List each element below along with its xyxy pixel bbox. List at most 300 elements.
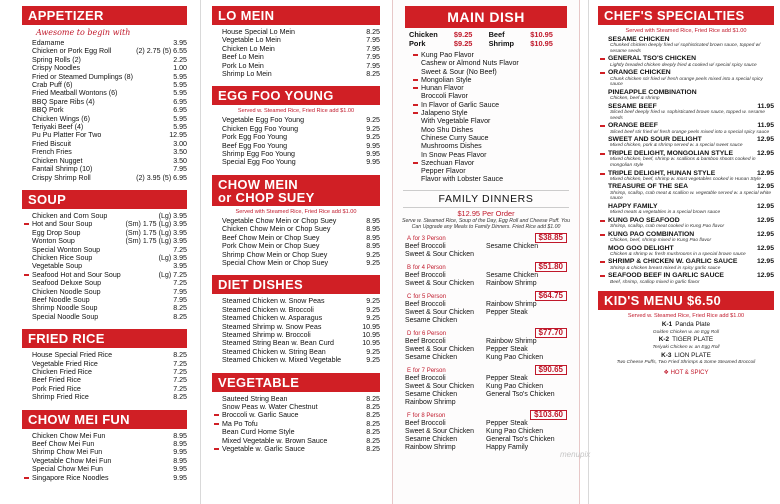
item-name: Pork Fried Rice [32, 384, 81, 393]
kid-item-code: K-2 [658, 336, 670, 344]
main-dish-item: Broccoli Flavor [421, 92, 468, 101]
chef-item-desc: Sliced beef deeply fried w. sophisticated brown sauce, topped w. sesame seeds [610, 110, 765, 121]
item-price: 9.95 [173, 473, 187, 482]
item-name: Beef Lo Mein [222, 53, 264, 62]
item-price: 6.95 [173, 106, 187, 115]
menu-item [22, 98, 187, 106]
family-set-price: $51.80 [535, 262, 567, 272]
chef-item-price: 12.95 [756, 258, 774, 266]
item-name: Chicken Chow Mein or Chop Suey [222, 225, 331, 234]
menu-item [212, 142, 380, 150]
item-name: Steamed Shrimp w. Broccoli [222, 330, 311, 339]
price-label: Pork [409, 39, 426, 48]
item-name: Beef Chow Mein or Chop Suey [222, 233, 320, 242]
item-name: Hot and Sour Soup [32, 220, 93, 229]
chow-mein-title-line2: or CHOP SUEY [218, 189, 315, 205]
menu-item [22, 115, 187, 123]
diet-dishes-header: DIET DISHES [212, 275, 380, 294]
watermark: menupix [560, 450, 591, 459]
main-dish-item: In Snow Peas Flavor [421, 150, 487, 159]
item-price: 8.95 [366, 233, 380, 242]
chef-item [598, 69, 774, 76]
chefs-specialties-header: CHEF'S SPECIALTIES [598, 6, 774, 25]
main-dish-item: Jalapeno Style [393, 109, 579, 117]
family-set-letter: F [407, 412, 411, 419]
item-price: 9.25 [366, 314, 380, 323]
menu-item [22, 73, 187, 81]
family-set-price: $77.70 [535, 328, 567, 338]
family-set-item: Rainbow Shrimp [486, 300, 537, 308]
lo-mein-header: LO MEIN [212, 6, 380, 25]
menu-item [212, 356, 380, 364]
menu-item [22, 106, 187, 114]
item-name: Steamed Chicken w. Broccoli [222, 305, 314, 314]
item-name: Pork Lo Mein [222, 61, 264, 70]
kid-item-name: LION PLATE [674, 351, 711, 359]
family-set-letter: D [407, 330, 412, 337]
kids-menu-note: Served w. Steamed Rice, Fried Rice add $1.00 [627, 313, 745, 320]
main-dish-item: With Vegetable Flavor [421, 117, 491, 126]
pepper-icon [600, 58, 605, 60]
chef-item-price: 12.95 [756, 150, 774, 158]
family-set-price: $103.60 [530, 410, 567, 420]
chef-item-name: TREASURE OF THE SEA [608, 183, 689, 191]
family-set-item: Rainbow Shrimp [486, 337, 537, 345]
menu-item [22, 64, 187, 72]
menu-item [22, 385, 187, 393]
chef-item-name: KUNG PAO COMBINATION [608, 230, 695, 238]
menu-item [22, 89, 187, 97]
item-name: BBQ Spare Ribs (4) [32, 97, 95, 106]
menu-item [22, 220, 187, 228]
item-price: 9.95 [366, 158, 380, 167]
chef-item [598, 55, 774, 62]
main-dish-item: Pepper Flavor [421, 167, 466, 176]
main-dish-item: Hunan Flavor [393, 84, 579, 92]
appetizer-header: APPETIZER [22, 6, 187, 25]
chef-item-name: HAPPY FAMILY [608, 202, 658, 210]
chef-item-name: SWEET AND SOUR DELIGHT [608, 136, 702, 144]
item-price: 7.95 [366, 36, 380, 45]
chow-mei-fun-header: CHOW MEI FUN [22, 410, 187, 429]
family-set-title [405, 410, 445, 420]
item-price: 2.25 [173, 55, 187, 64]
item-price: 9.25 [366, 347, 380, 356]
family-set-people: for 8 Person [412, 412, 446, 419]
chow-mein-note: Served with Steamed Rice, Fried Rice add $1.00 [235, 208, 357, 215]
chef-item-price: 12.95 [756, 202, 774, 210]
chef-item-price: 12.95 [756, 230, 774, 238]
column-1 [22, 0, 187, 504]
menu-item [212, 428, 380, 436]
item-price: 5.95 [173, 72, 187, 81]
family-set-price: $64.75 [535, 291, 567, 301]
chef-item-price: 12.95 [756, 216, 774, 224]
chef-item-desc: Chicken & shrimp w. fresh mushrooms in a special brown sauce [610, 251, 746, 257]
item-price: 9.25 [366, 258, 380, 267]
family-set-item: Sesame Chicken [486, 242, 539, 250]
menu-item [212, 125, 380, 133]
chef-item-desc: Mixed meats & vegetables in a special brown sauce [610, 210, 721, 216]
family-set-item: Sweet & Sour Chicken [405, 250, 474, 258]
hot-spicy-label: HOT & SPICY [670, 369, 709, 376]
menu-item [22, 174, 187, 182]
chef-item-name: ORANGE CHICKEN [608, 69, 671, 77]
family-set-letter: B [407, 264, 412, 271]
item-name: Fried Biscuit [32, 139, 72, 148]
main-dish-item: Cashew or Almond Nuts Flavor [421, 59, 519, 68]
family-set-item: Sesame Chicken [405, 390, 458, 398]
chef-item-price: 12.95 [756, 244, 774, 252]
item-name: Steamed Chicken w. Asparagus [222, 314, 323, 323]
item-name: Steamed Chicken w. Snow Peas [222, 297, 325, 306]
item-price: 8.25 [366, 436, 380, 445]
item-name: Shrimp Chow Mei Fun [32, 448, 103, 457]
item-price: 3.95 [173, 39, 187, 47]
item-name: Shrimp Chow Mein or Chop Suey [222, 250, 328, 259]
chef-item-price: 11.95 [757, 102, 774, 110]
menu-item [212, 217, 380, 225]
menu-item [22, 81, 187, 89]
family-set-letter: E [407, 367, 412, 374]
chow-mein-header [212, 175, 380, 206]
item-name: Steamed String Bean w. Bean Curd [222, 339, 334, 348]
item-price: 9.25 [366, 356, 380, 365]
main-dish-item: Sweet & Sour (No Beef) [421, 67, 497, 76]
item-price: 8.25 [173, 351, 187, 360]
price-label: Beef [488, 30, 505, 39]
family-set-item: Beef Broccoli [405, 419, 446, 427]
menu-item [22, 212, 187, 220]
item-price: 6.95 [173, 97, 187, 106]
chef-item [598, 136, 774, 143]
item-name: Steamed Chicken w. String Bean [222, 347, 326, 356]
chef-item-desc: Shrimp, scallop, crab meat cooked in Kung Pao flavor [610, 224, 725, 230]
menu-item [22, 465, 187, 473]
item-name: Vegetable Soup [32, 262, 83, 271]
pepper-icon [600, 153, 605, 155]
menu-item [22, 56, 187, 64]
family-set-title [405, 328, 446, 338]
chef-item-desc: Beef, shrimp, scallop mixed in garlic flavor [610, 279, 700, 285]
item-price: 1.00 [173, 64, 187, 73]
item-name: Vegetable w. Garlic Sauce [222, 445, 305, 453]
menu-item [22, 288, 187, 296]
item-price: 7.95 [366, 61, 380, 70]
family-set-item: Sweet & Sour Chicken [405, 279, 474, 287]
item-price: 8.25 [173, 393, 187, 402]
item-name: Vegetable Lo Mein [222, 36, 281, 45]
menu-item [212, 70, 380, 78]
price-value: $10.95 [530, 30, 553, 39]
menu-item [212, 445, 380, 453]
price-label: Chicken [409, 30, 438, 39]
main-dish-item: Kung Pao Flavor [393, 51, 579, 59]
family-set-item: Beef Broccoli [405, 271, 446, 279]
egg-foo-young-list [212, 116, 380, 166]
menu-item [212, 403, 380, 411]
family-set-people: for 6 Person [413, 330, 447, 337]
item-price: 8.25 [366, 394, 380, 403]
menu-item [212, 348, 380, 356]
family-set-item [486, 399, 567, 407]
item-name: Chicken Noodle Soup [32, 287, 101, 296]
main-dish-item: Mongolian Style [393, 76, 579, 84]
pepper-icon [600, 275, 605, 277]
item-name: Shrimp Egg Foo Young [222, 150, 295, 159]
kid-item-code: K-1 [661, 321, 673, 329]
menu-item [22, 279, 187, 287]
item-price: 7.25 [173, 279, 187, 288]
kid-item [598, 321, 774, 329]
item-price: (Lg) 3.95 [158, 211, 187, 220]
chef-item [598, 36, 774, 43]
item-price: (Sm) 1.75 (Lg) 3.95 [125, 237, 187, 246]
item-name: Special Noodle Soup [32, 312, 99, 321]
menu-item [212, 28, 380, 36]
item-price: 8.95 [173, 440, 187, 449]
item-price: 5.95 [173, 123, 187, 132]
menu-item [22, 313, 187, 321]
menu-item [212, 53, 380, 61]
item-price: 10.95 [362, 322, 380, 331]
chef-item-name: SESAME CHICKEN [608, 36, 670, 43]
family-set-items [393, 243, 579, 259]
family-set-item: Sweet & Sour Chicken [405, 382, 474, 390]
item-price: 9.95 [173, 448, 187, 457]
item-name: Chicken Wings (6) [32, 114, 90, 123]
menu-item [22, 304, 187, 312]
family-set-item: Pepper Steak [486, 374, 528, 382]
item-price: 7.95 [173, 287, 187, 296]
item-price: 8.25 [366, 428, 380, 437]
item-name: Special Chow Mein or Chop Suey [222, 258, 329, 267]
family-set-title [405, 291, 446, 301]
family-set-item: General Tso's Chicken [486, 435, 555, 443]
chef-item-desc: Chunk chicken stir fried w/ fresh orange peels mixed into a special spicy sauce [610, 76, 763, 88]
family-set-item: Sweet & Sour Chicken [405, 427, 474, 435]
main-dish-prices [393, 30, 579, 48]
item-price: 8.25 [366, 445, 380, 453]
chef-item-name: MOO GOO DELIGHT [608, 244, 674, 252]
menu-item [212, 323, 380, 331]
menu-item [22, 157, 187, 165]
item-name: Chicken Egg Foo Young [222, 124, 299, 133]
menu-item [212, 251, 380, 259]
item-name: Chicken Chow Mei Fun [32, 431, 106, 440]
item-name: Chicken Nugget [32, 156, 83, 165]
family-set-items [393, 375, 579, 407]
family-set-letter: C [407, 293, 412, 300]
main-dish-item: Mushrooms Dishes [421, 142, 482, 151]
item-price: 5.95 [173, 81, 187, 90]
chef-item-name: TRIPLE DELIGHT, MONGOLIAN STYLE [608, 150, 733, 158]
chef-item-price: 12.95 [756, 272, 774, 280]
item-price: 7.95 [366, 53, 380, 62]
column-divider [200, 0, 201, 504]
chef-item-desc: Mixed chicken, beef, shrimp w. most vegetables cooked in Hunan Style [610, 176, 761, 182]
family-set-item: Beef Broccoli [405, 337, 446, 345]
chef-item-desc: Lightly breaded chicken deeply fried & cooked w/ special spicy sauce [610, 62, 757, 68]
menu-item [212, 314, 380, 322]
hot-spicy-legend [598, 369, 774, 376]
item-name: French Fries [32, 148, 72, 157]
item-price: 3.95 [173, 262, 187, 271]
menu-item [22, 376, 187, 384]
chef-item [598, 170, 774, 177]
family-set-item [486, 317, 567, 325]
item-price: 5.95 [173, 89, 187, 98]
item-name: Vegetable Chow Mei Fun [32, 456, 112, 465]
pepper-icon [600, 261, 605, 263]
kid-item-desc: Two Cheese Puffs, Two Fried Shrimps & Some Steamed Broccoli [616, 360, 756, 366]
chef-item [598, 258, 774, 265]
menu-item [212, 331, 380, 339]
family-dinners-note: Serve w. Steamed Rice, Soup of the Day, Egg Roll and Cheese Puff. You Can Upgrade any Meals to Family Dinners. Fried Rice add $1.00 [402, 217, 570, 230]
item-price: 7.95 [173, 295, 187, 304]
item-price: 7.95 [366, 44, 380, 53]
item-price: 9.25 [366, 250, 380, 259]
menu-item [22, 123, 187, 131]
family-set-item: Rainbow Shrimp [405, 443, 456, 451]
menu-item [22, 296, 187, 304]
menu-item [22, 254, 187, 262]
family-set-item: General Tso's Chicken [486, 390, 555, 398]
item-name: Ma Po Tofu [222, 419, 258, 428]
menu-item [22, 457, 187, 465]
item-name: Wonton Soup [32, 237, 75, 246]
pepper-icon: ❖ [663, 369, 669, 376]
fried-rice-header: FRIED RICE [22, 329, 187, 348]
chef-item-name: TRIPLE DELIGHT, HUNAN STYLE [608, 169, 716, 177]
menu-item [212, 411, 380, 419]
item-price: 3.00 [173, 139, 187, 148]
item-name: Pork Chow Mein or Chop Suey [222, 242, 320, 251]
item-name: Broccoli w. Garlic Sauce [222, 411, 299, 420]
family-set-header [393, 262, 579, 272]
family-set-item: Rainbow Shrimp [405, 398, 456, 406]
item-price: (2) 2.75 (5) 6.55 [136, 47, 187, 56]
family-set-item: Kung Pao Chicken [486, 353, 544, 361]
family-set-title [405, 365, 446, 375]
family-set-items [393, 338, 579, 362]
menu-item [212, 36, 380, 44]
family-set-header [393, 365, 579, 375]
menu-item [22, 351, 187, 359]
chef-item-price: 11.95 [757, 122, 774, 130]
item-price: (Sm) 1.75 (Lg) 3.95 [125, 228, 187, 237]
main-dish-item: In Flavor of Garlic Sauce [393, 101, 579, 109]
item-price: 3.50 [173, 156, 187, 165]
item-name: Crispy Noodles [32, 64, 81, 73]
chef-item [598, 217, 774, 224]
family-set-header [393, 328, 579, 338]
egg-foo-young-header: EGG FOO YOUNG [212, 86, 380, 105]
chef-item [598, 183, 774, 190]
item-name: Chicken Fried Rice [32, 368, 92, 376]
menu-item [212, 116, 380, 124]
item-name: Singapore Rice Noodles [32, 473, 109, 482]
kid-item-desc: Teriyaki Chicken w. an Egg Roll [652, 345, 720, 350]
chow-mei-fun-list [22, 432, 187, 482]
item-name: House Special Lo Mein [222, 28, 295, 36]
chefs-specialties-note: Served with Steamed Rice, Fried Rice add $1.00 [625, 28, 747, 34]
item-name: Special Wonton Soup [32, 245, 101, 254]
family-set-item [486, 251, 567, 259]
item-price: 9.95 [366, 141, 380, 150]
main-dish-item: Moo Shu Dishes [421, 125, 474, 134]
family-set-item: Happy Family [486, 443, 529, 451]
item-price: 3.50 [173, 148, 187, 157]
chef-item-price: 12.95 [756, 169, 774, 177]
menu-item [22, 448, 187, 456]
family-set-item: Beef Broccoli [405, 300, 446, 308]
family-set-items [393, 272, 579, 288]
family-set-item: Sesame Chicken [486, 271, 539, 279]
menu-item [212, 306, 380, 314]
family-set-title [405, 262, 446, 272]
egg-foo-young-note: Served w. Steamed Rice, Fried Rice add $1.00 [237, 108, 355, 115]
chefs-specialties-list [598, 36, 774, 285]
item-price: 7.25 [173, 384, 187, 393]
family-set-item: Sweet & Sour Chicken [405, 308, 474, 316]
menu-item [22, 393, 187, 401]
family-set-header [393, 291, 579, 301]
family-set-price: $90.65 [535, 365, 567, 375]
item-price: 8.95 [366, 225, 380, 234]
family-set-item: Sesame Chicken [405, 435, 458, 443]
lo-mein-list [212, 28, 380, 78]
menu-item [212, 259, 380, 267]
family-set-items [393, 420, 579, 452]
column-4 [598, 0, 774, 504]
chef-item-name: SEAFOOD BEEF IN GARLIC SAUCE [608, 272, 724, 280]
column-2 [212, 0, 380, 504]
column-divider [588, 0, 589, 504]
item-name: Pork Egg Foo Young [222, 133, 288, 142]
item-price: 8.95 [173, 431, 187, 440]
item-price: 8.25 [366, 28, 380, 36]
chef-item [598, 89, 774, 96]
soup-header: SOUP [22, 190, 187, 209]
menu-item [22, 262, 187, 270]
pepper-icon [600, 173, 605, 175]
soup-list [22, 212, 187, 321]
kid-item-name: TIGER PLATE [672, 336, 714, 344]
chef-item [598, 203, 774, 210]
menu-item [212, 395, 380, 403]
family-dinners-header: FAMILY DINNERS [403, 190, 569, 208]
pepper-icon [600, 220, 605, 222]
vegetable-header: VEGETABLE [212, 373, 380, 392]
chef-item-desc: Chunked chicken deeply fried w/ sophisticated brown sauce, topped w/ sesame seeds [610, 43, 761, 54]
chef-item-desc: Mixed chicken, beef, shrimp w. scallions & bamboo shoots cooked in mongolian style [610, 157, 756, 168]
item-name: Snow Peas w. Water Chestnut [222, 402, 318, 411]
menu-item [22, 360, 187, 368]
menu-item [22, 131, 187, 139]
price-value: $10.95 [530, 39, 553, 48]
menu-item [212, 45, 380, 53]
item-price: 10.95 [362, 330, 380, 339]
item-price: 9.25 [366, 133, 380, 142]
chef-item-desc: Shrimp, scallop, crab meat & scallion w. vegetable served w. a special white sauce [610, 190, 772, 202]
item-name: Special Chow Mei Fun [32, 465, 103, 474]
family-set-item: Sesame Chicken [405, 316, 458, 324]
menu-item [212, 158, 380, 166]
main-dish-item: Chinese Curry Sauce [421, 133, 489, 142]
item-name: Vegetable Chow Mein or Chop Suey [222, 216, 337, 225]
item-price: 9.95 [366, 150, 380, 159]
